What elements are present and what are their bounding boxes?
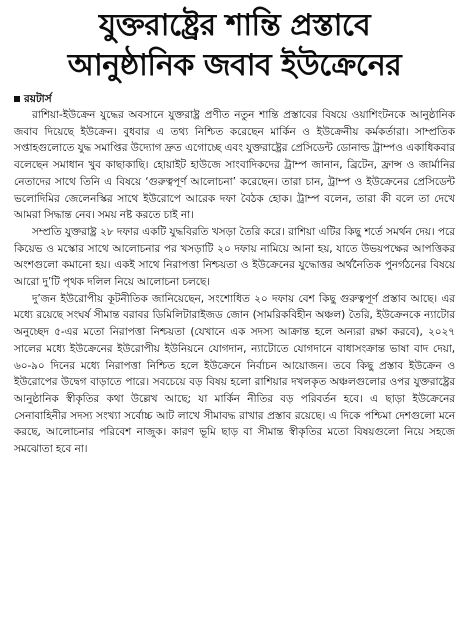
article-paragraph-2: সম্প্রতি যুক্তরাষ্ট্র ২৮ দফার একটি যুদ্ধবিরতি খসড়া তৈরি করে। রাশিয়া এটির কিছু শর্তে সমর্থন দেয়। পরে কিয়েভ ও মস্কোর সাথে আলোচনার পর খসড়াটি ২০ দফায় নামিয়ে আনা হয়, যাতে উভয়পক্ষের আপত্তিকর অংশগুলো কমানো হয়। একই সাথে নিরাপত্তা নিশ্চয়তা ও ইউক্রেনের যুদ্ধোত্তর অর্থনৈতিক পুনর্গঠনের বিষয়ে আরো দু’টি পৃথক দলিল নিয়ে আলোচনা চলছে। <box>14 225 455 289</box>
article-paragraph-3: দু’জন ইউরোপীয় কূটনীতিক জানিয়েছেন, সংশোধিত ২০ দফায় বেশ কিছু গুরুত্বপূর্ণ প্রস্তাব আছে। এর মধ্যে রয়েছে সংঘর্ষ সীমান্ত বরাবর ডিমিলিটারাইজড জোন (সামরিকবিহীন অঞ্চল) তৈরি, ইউক্রেনকে ন্যাটোর অনুচ্ছেদ ৫-এর মতো নিরাপত্তা নিশ্চয়তা (যেখানে এক সদস্য আক্রান্ত হলে অন্যরা রক্ষা করবে), ২০২৭ সালের মধ্যে ইউক্রেনের ইউরোপীয় ইউনিয়নে যোগদান, ন্যাটোতে যোগদানে বাধাসংক্রান্ত ভাষা বাদ দেয়া, ৬০-৯০ দিনের মধ্যে নিরাপত্তা নিশ্চিত হলে ইউক্রেনে নির্বাচন আয়োজন। তবে কিছু প্রস্তাব ইউক্রেন ও ইউরোপের উদ্বেগ বাড়াতে পারে। সবচেয়ে বড় বিষয় হলো রাশিয়ার দখলকৃত অঞ্চলগুলোর ওপর যুক্তরাষ্ট্রের আনুষ্ঠানিক স্বীকৃতির কথা উল্লেখ আছে; যা মার্কিন নীতির বড় পরিবর্তন হবে। এ ছাড়া ইউক্রেনের সেনাবাহিনীর সদস্য সংখ্যা সর্বোচ্চ আট লাখে সীমাবদ্ধ রাখার প্রস্তাব রয়েছে। এ দিকে পশ্চিমা দেশগুলো মনে করছে, আলোচনার পরিবেশ নাজুক। কারণ ভূমি ছাড় বা সীমান্ত স্বীকৃতির মতো বিষয়গুলো নিয়ে সহজে সমঝোতা হবে না। <box>14 292 455 456</box>
article-body <box>14 107 455 458</box>
source-line <box>14 92 455 106</box>
article-paragraph-1: রাশিয়া-ইউক্রেন যুদ্ধের অবসানে যুক্তরাষ্ট্র প্রণীত নতুন শান্তি প্রস্তাবের বিষয়ে ওয়াশিংটনকে আনুষ্ঠানিক জবাব দিয়েছে ইউক্রেন। বুধবার এ তথ্য নিশ্চিত করেছেন মার্কিন ও ইউক্রেনীয় কর্মকর্তারা। সাম্প্রতিক সপ্তাহগুলোতে যুদ্ধ সমাপ্তির উদ্যোগ দ্রুত এগোচ্ছে এবং যুক্তরাষ্ট্রের প্রেসিডেন্ট ডোনাল্ড ট্রাম্পও একাধিকবার বলেছেন সমাধান খুব কাছাকাছি। হোয়াইট হাউজে সাংবাদিকদের ট্রাম্প জানান, ব্রিটেন, ফ্রান্স ও জার্মানির নেতাদের সাথে তিনি এ বিষয়ে ‘গুরুত্বপূর্ণ আলোচনা’ করেছেন। তারা চান, ট্রাম্প ও ইউক্রেনের প্রেসিডেন্ট ভলোদিমির জেলেনস্কির সাথে ইউরোপে আরেক দফা বৈঠক হোক। ট্রাম্প বলেন, তারা কী বলে তা দেখে আমরা সিদ্ধান্ত নেব। সময় নষ্ট করতে চাই না। <box>14 109 455 222</box>
headline <box>14 6 455 86</box>
headline-line-2: আনুষ্ঠানিক জবাব ইউক্রেনের <box>67 48 402 83</box>
headline-line-1: যুক্তরাষ্ট্রের শান্তি প্রস্তাবে <box>98 8 371 43</box>
source-name: রয়টার্স <box>24 93 52 105</box>
square-bullet-icon <box>14 96 20 102</box>
